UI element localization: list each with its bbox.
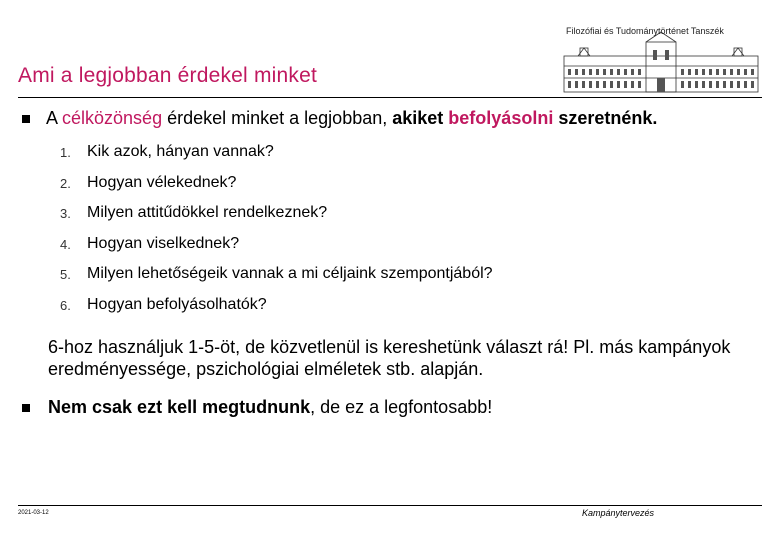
footer-divider — [18, 505, 762, 506]
highlight-celkozonseg: célközönség — [62, 108, 163, 128]
bullet-square-icon — [22, 115, 30, 123]
main-bullet-part: A — [46, 108, 63, 128]
last-bullet-bold: Nem csak ezt kell megtudnunk — [48, 397, 311, 417]
note-text: 6-hoz használjuk 1-5-öt, de közvetlenül is kereshetünk választ rá! Pl. más kampányok eredményessége, pszichológiai elméletek stb. alapján. — [48, 337, 731, 379]
footer-date: 2021-03-12 — [18, 510, 49, 516]
header-divider — [18, 97, 762, 98]
last-bullet-rest: , de ez a legfontosabb! — [310, 397, 493, 417]
main-bullet-text — [46, 108, 657, 129]
list-number: 5. — [60, 267, 71, 282]
list-text: Milyen attitűdökkel rendelkeznek? — [87, 204, 328, 221]
list-number: 2. — [60, 175, 71, 191]
highlight-befolyasolni: befolyásolni — [448, 108, 554, 128]
list-text: Milyen lehetőségeik vannak a mi céljaink szempontjából? — [87, 265, 493, 282]
logo-caption: Filozófiai és Tudománytörténet Tanszék — [566, 26, 724, 36]
list-text: Hogyan befolyásolhatók? — [87, 295, 267, 313]
slide-title: Ami a legjobban érdekel minket — [18, 64, 317, 87]
building-logo-icon — [558, 26, 764, 96]
bullet-square-icon — [22, 404, 30, 412]
list-number: 6. — [60, 297, 71, 313]
last-bullet-text — [48, 397, 492, 418]
main-bullet-bold: szeretnénk. — [553, 108, 658, 128]
footer-label: Kampánytervezés — [582, 508, 655, 518]
list-text: Hogyan vélekednek? — [87, 173, 237, 191]
list-text: Kik azok, hányan vannak? — [87, 143, 274, 160]
list-number: 1. — [60, 145, 71, 160]
list-number: 3. — [60, 206, 71, 221]
main-bullet-part: érdekel minket a legjobban, — [162, 108, 393, 128]
list-number: 4. — [60, 236, 71, 252]
main-bullet-bold: akiket — [392, 108, 449, 128]
list-text: Hogyan viselkednek? — [87, 234, 240, 252]
